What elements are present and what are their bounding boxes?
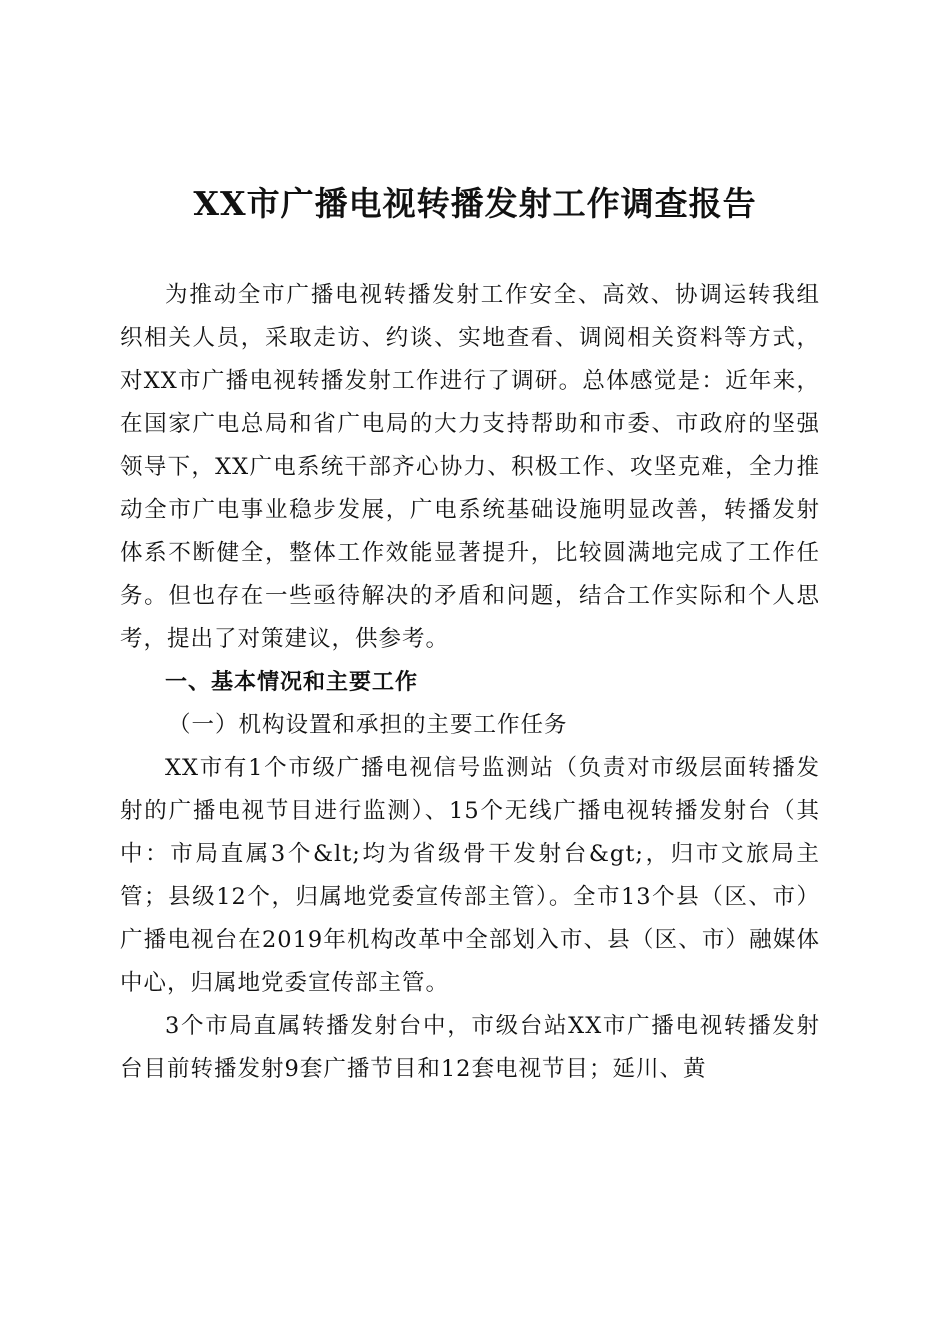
body-paragraph: 3个市局直属转播发射台中，市级台站XX市广播电视转播发射台目前转播发射9套广播节目和12套电视节目；延川、黄 (120, 1013, 820, 1082)
intro-paragraph: 为推动全市广播电视转播发射工作安全、高效、协调运转我组织相关人员，采取走访、约谈、实地查看、调阅相关资料等方式，对XX市广播电视转播发射工作进行了调研。总体感觉是：近年来，在国家广电总局和省广电局的大力支持帮助和市委、市政府的坚强领导下，XX广电系统干部齐心协力、积极工作、攻坚克难，全力推动全市广电事业稳步发展，广电系统基础设施明显改善，转播发射体系不断健全，整体工作效能显著提升，比较圆满地完成了工作任务。但也存在一些亟待解决的矛盾和问题，结合工作实际和个人思考，提出了对策建议，供参考。 (120, 282, 820, 652)
section-heading: 一、基本情况和主要工作 (165, 670, 419, 695)
document-body (120, 274, 820, 1091)
body-paragraph: XX市有1个市级广播电视信号监测站（负责对市级层面转播发射的广播电视节目进行监测）、15个无线广播电视转播发射台（其中：市局直属3个&lt;均为省级骨干发射台&gt;，归市文旅局主管；县级12个，归属地党委宣传部主管）。全市13个县（区、市）广播电视台在2019年机构改革中全部划入市、县（区、市）融媒体中心，归属地党委宣传部主管。 (120, 755, 820, 996)
document-title: XX市广播电视转播发射工作调查报告 (193, 184, 757, 223)
subsection-heading: （一）机构设置和承担的主要工作任务 (168, 712, 568, 738)
